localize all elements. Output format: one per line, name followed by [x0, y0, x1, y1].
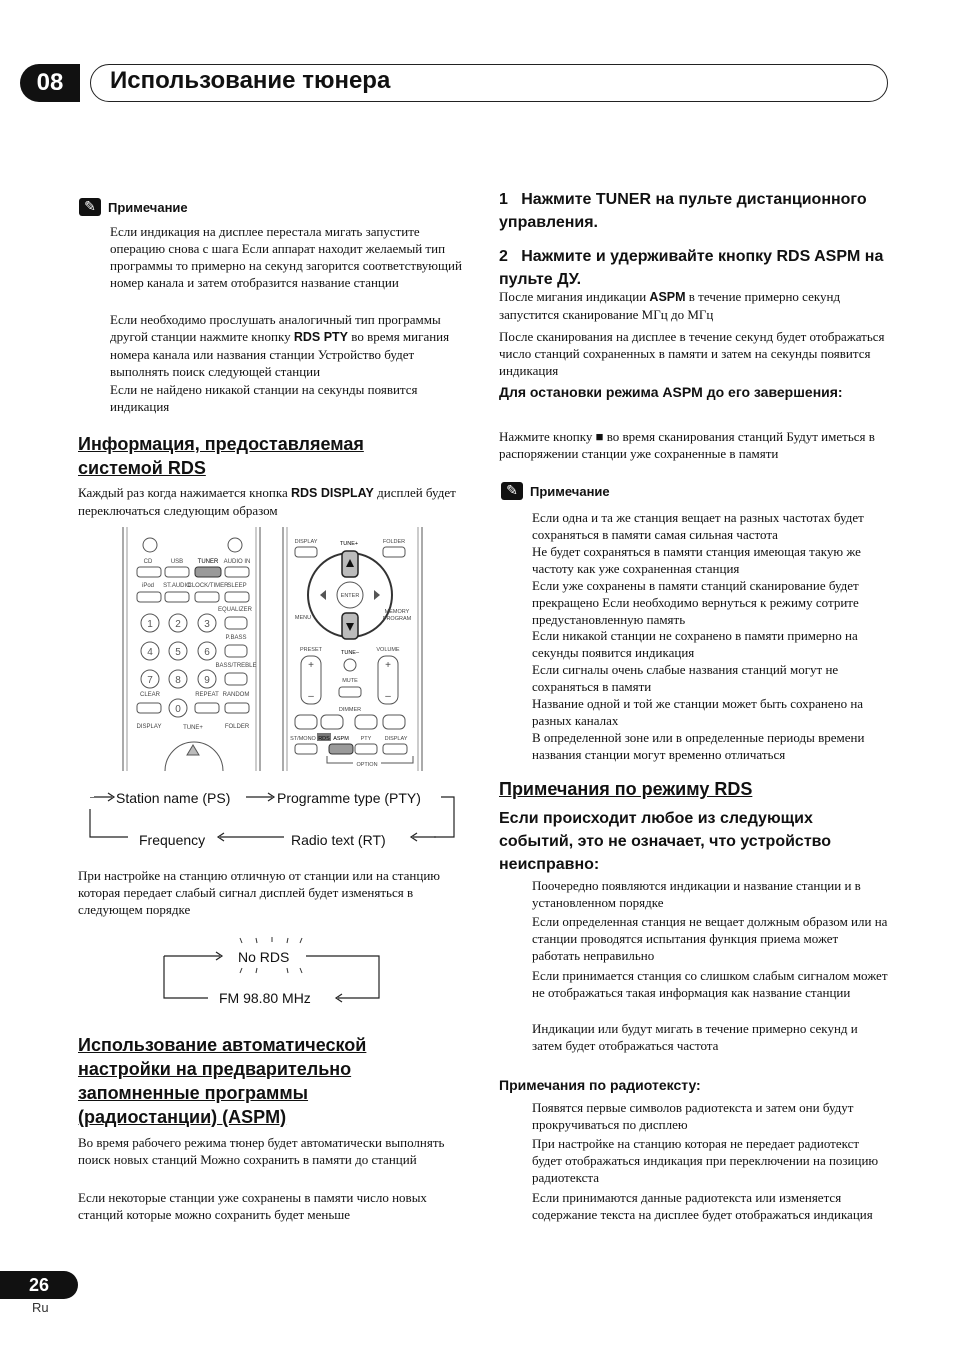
cycle-radio-text: Radio text (RT) — [291, 832, 386, 848]
note-pencil-icon: ✎ — [501, 482, 523, 500]
svg-text:TUNE–: TUNE– — [340, 650, 360, 656]
svg-text:CLOCK/TIMER: CLOCK/TIMER — [187, 583, 229, 589]
rds-note-bullet: Если определенная станция не вещает должным образом или на станции проводятся испытания функция приема может работать неправильно — [532, 914, 888, 963]
svg-text:REPEAT: REPEAT — [195, 692, 219, 698]
note-bullet: В определенной зоне или в определенные периоды времени названия станции могут временно отличаться — [532, 730, 865, 762]
stop-aspm-text: Нажмите кнопку ■ во время сканирования станций Будут иметься в распоряжении станции уже сохраненные в памяти — [499, 429, 875, 461]
note-bullet: Если никакой станции не сохранено в памяти примерно на секунды появится индикация — [532, 628, 858, 660]
svg-text:MENU: MENU — [294, 615, 312, 621]
radiotext-notes-heading: Примечания по радиотексту: — [499, 1077, 701, 1093]
svg-text:DIMMER: DIMMER — [338, 707, 362, 713]
note-paragraph: Если не найдено никакой станции на секунды появится индикация — [110, 382, 418, 414]
svg-text:6: 6 — [204, 647, 210, 658]
step-2: 2 Нажмите и удерживайте кнопку RDS ASPM на пульте ДУ. — [499, 248, 884, 288]
svg-text:–: – — [385, 691, 391, 702]
svg-text:DISPLAY: DISPLAY — [384, 736, 408, 742]
svg-text:ENTER: ENTER — [340, 593, 360, 599]
svg-text:MUTE: MUTE — [342, 678, 358, 684]
svg-text:CLEAR: CLEAR — [139, 692, 161, 698]
cycle-frequency: Frequency — [139, 832, 206, 848]
note-bullet: Если сигналы очень слабые названия станций могут не сохраняться в памяти — [532, 662, 839, 694]
rds-notes-subheading: Если происходит любое из следующих событий, это не означает, что устройство неисправно: — [499, 810, 832, 873]
svg-text:7: 7 — [147, 675, 153, 686]
svg-text:FOLDER: FOLDER — [382, 539, 406, 545]
rds-info-intro: Каждый раз когда нажимается кнопка RDS DISPLAY дисплей будет переключаться следующим образом — [78, 485, 456, 518]
note-bullet: Не будет сохраняться в памяти станция имеющая такую же частоту как уже сохраненная станция — [532, 544, 861, 576]
svg-text:–: – — [308, 691, 314, 702]
cycle-station-name: Station name (PS) — [116, 790, 231, 806]
svg-text:ST/MONO: ST/MONO — [290, 736, 316, 742]
language-code: Ru — [32, 1300, 49, 1315]
radiotext-note-bullet: Появятся первые символов радиотекста и затем они будут прокручиваться по дисплею — [532, 1100, 854, 1132]
svg-text:iPod: iPod — [141, 583, 155, 589]
svg-text:BASS/TREBLE: BASS/TREBLE — [215, 663, 257, 669]
remote-control-illustration — [115, 527, 435, 773]
svg-text:ASPM: ASPM — [333, 736, 349, 742]
svg-text:P.BASS: P.BASS — [225, 635, 247, 641]
note-bullet: Если уже сохранены в памяти станций сканирование будет прекращено Если необходимо вернуться к режиму сотрите предустановленную память — [532, 578, 859, 627]
svg-text:5: 5 — [175, 647, 181, 658]
svg-text:TUNE+: TUNE+ — [183, 725, 203, 731]
note-paragraph: Если индикация на дисплее перестала мигать запустите операцию снова с шага Если аппарат находит желаемый тип программы то примерно на секунд загорится соответствующий номер канала и затем отобразится название станции — [110, 224, 462, 290]
section-heading-rds-info: Информация, предоставляемая системой RDS — [78, 434, 364, 478]
radiotext-note-bullet: Если принимаются данные радиотекста или изменяется содержание текста на дисплее будет отображаться индикация — [532, 1190, 873, 1222]
page-number: 26 — [0, 1271, 78, 1299]
svg-text:+: + — [385, 660, 391, 671]
chapter-number-badge: 08 — [20, 64, 80, 102]
svg-text:MEMORY: MEMORY — [384, 609, 410, 615]
svg-text:2: 2 — [175, 619, 181, 630]
tuning-paragraph: При настройке на станцию отличную от станции или на станцию которая передает слабый сигнал дисплей будет изменяться в следующем порядке — [78, 868, 440, 917]
svg-text:ST.AUDIO: ST.AUDIO — [163, 583, 191, 589]
radiotext-note-bullet: При настройке на станцию которая не передает радиотекст будет отображаться индикация при переключении на позицию радиотекста — [532, 1136, 879, 1185]
note-paragraph: Если необходимо прослушать аналогичный тип программы другой станции нажмите кнопку RDS PTY во время мигания номера канала или названия станции Устройство будет выполнять поиск следующей станции — [110, 312, 450, 379]
svg-text:+: + — [308, 660, 314, 671]
svg-text:RANDOM: RANDOM — [222, 692, 250, 698]
svg-text:USB: USB — [170, 559, 184, 565]
svg-text:4: 4 — [147, 647, 153, 658]
svg-text:0: 0 — [175, 704, 181, 715]
svg-text:CD: CD — [143, 559, 153, 565]
note-label: Примечание — [108, 200, 188, 215]
svg-text:FOLDER: FOLDER — [224, 724, 250, 730]
svg-text:OPTION: OPTION — [356, 762, 378, 768]
svg-text:3: 3 — [204, 619, 210, 630]
svg-text:SLEEP: SLEEP — [227, 583, 247, 589]
note-pencil-icon: ✎ — [79, 198, 101, 216]
section-heading-rds-notes: Примечания по режиму RDS — [499, 779, 753, 799]
aspm-paragraph: Если некоторые станции уже сохранены в памяти число новых станций которые можно сохранить будет меньше — [78, 1190, 427, 1222]
rds-note-bullet: Индикации или будут мигать в течение примерно секунд и затем будет отображаться частота — [532, 1021, 858, 1053]
svg-text:TUNER: TUNER — [197, 559, 219, 565]
fm-frequency-label: FM 98.80 MHz — [219, 990, 311, 1006]
step-2-paragraph: После мигания индикации ASPM в течение примерно секунд запустится сканирование МГц до МГц — [499, 289, 841, 322]
stop-aspm-heading: Для остановки режима ASPM до его завершения: — [499, 384, 843, 400]
step-2-paragraph: После сканирования на дисплее в течение секунд будет отображаться число станций сохраненных в памяти и затем на секунды появится индикация — [499, 329, 885, 378]
aspm-paragraph: Во время рабочего режима тюнер будет автоматически выполнять поиск новых станций Можно сохранить в памяти до станций — [78, 1135, 445, 1167]
chapter-title: Использование тюнера — [110, 67, 391, 94]
note-label: Примечание — [530, 484, 610, 499]
svg-text:8: 8 — [175, 675, 181, 686]
note-bullet: Если одна и та же станция вещает на разных частотах будет сохраняться в памяти самая сильная частота — [532, 510, 864, 542]
svg-text:TUNE+: TUNE+ — [339, 541, 359, 547]
no-rds-label: No RDS — [238, 949, 290, 965]
svg-text:9: 9 — [204, 675, 210, 686]
note-bullet: Название одной и той же станции может быть сохранено на разных каналах — [532, 696, 864, 728]
svg-text:1: 1 — [147, 619, 153, 630]
section-heading-aspm: Использование автоматической настройки на предварительно запомненные программы (радиостанции) (ASPM) — [78, 1035, 367, 1127]
cycle-programme-type: Programme type (PTY) — [277, 790, 421, 806]
svg-text:EQUALIZER: EQUALIZER — [217, 607, 253, 613]
step-1: 1 Нажмите TUNER на пульте дистанционного управления. — [499, 191, 867, 231]
svg-text:VOLUME: VOLUME — [376, 647, 400, 653]
svg-text:RDS: RDS — [318, 736, 330, 742]
svg-text:PROGRAM: PROGRAM — [382, 616, 412, 622]
svg-text:DISPLAY: DISPLAY — [294, 539, 318, 545]
svg-text:AUDIO IN: AUDIO IN — [223, 559, 251, 565]
svg-text:DISPLAY: DISPLAY — [136, 724, 162, 730]
rds-note-bullet: Если принимается станция со слишком слабым сигналом может не отображаться такая информация как название станции — [532, 968, 888, 1000]
rds-note-bullet: Поочередно появляются индикации и название станции и в установленном порядке — [532, 878, 861, 910]
svg-text:PTY: PTY — [360, 736, 372, 742]
svg-text:PRESET: PRESET — [299, 647, 323, 653]
